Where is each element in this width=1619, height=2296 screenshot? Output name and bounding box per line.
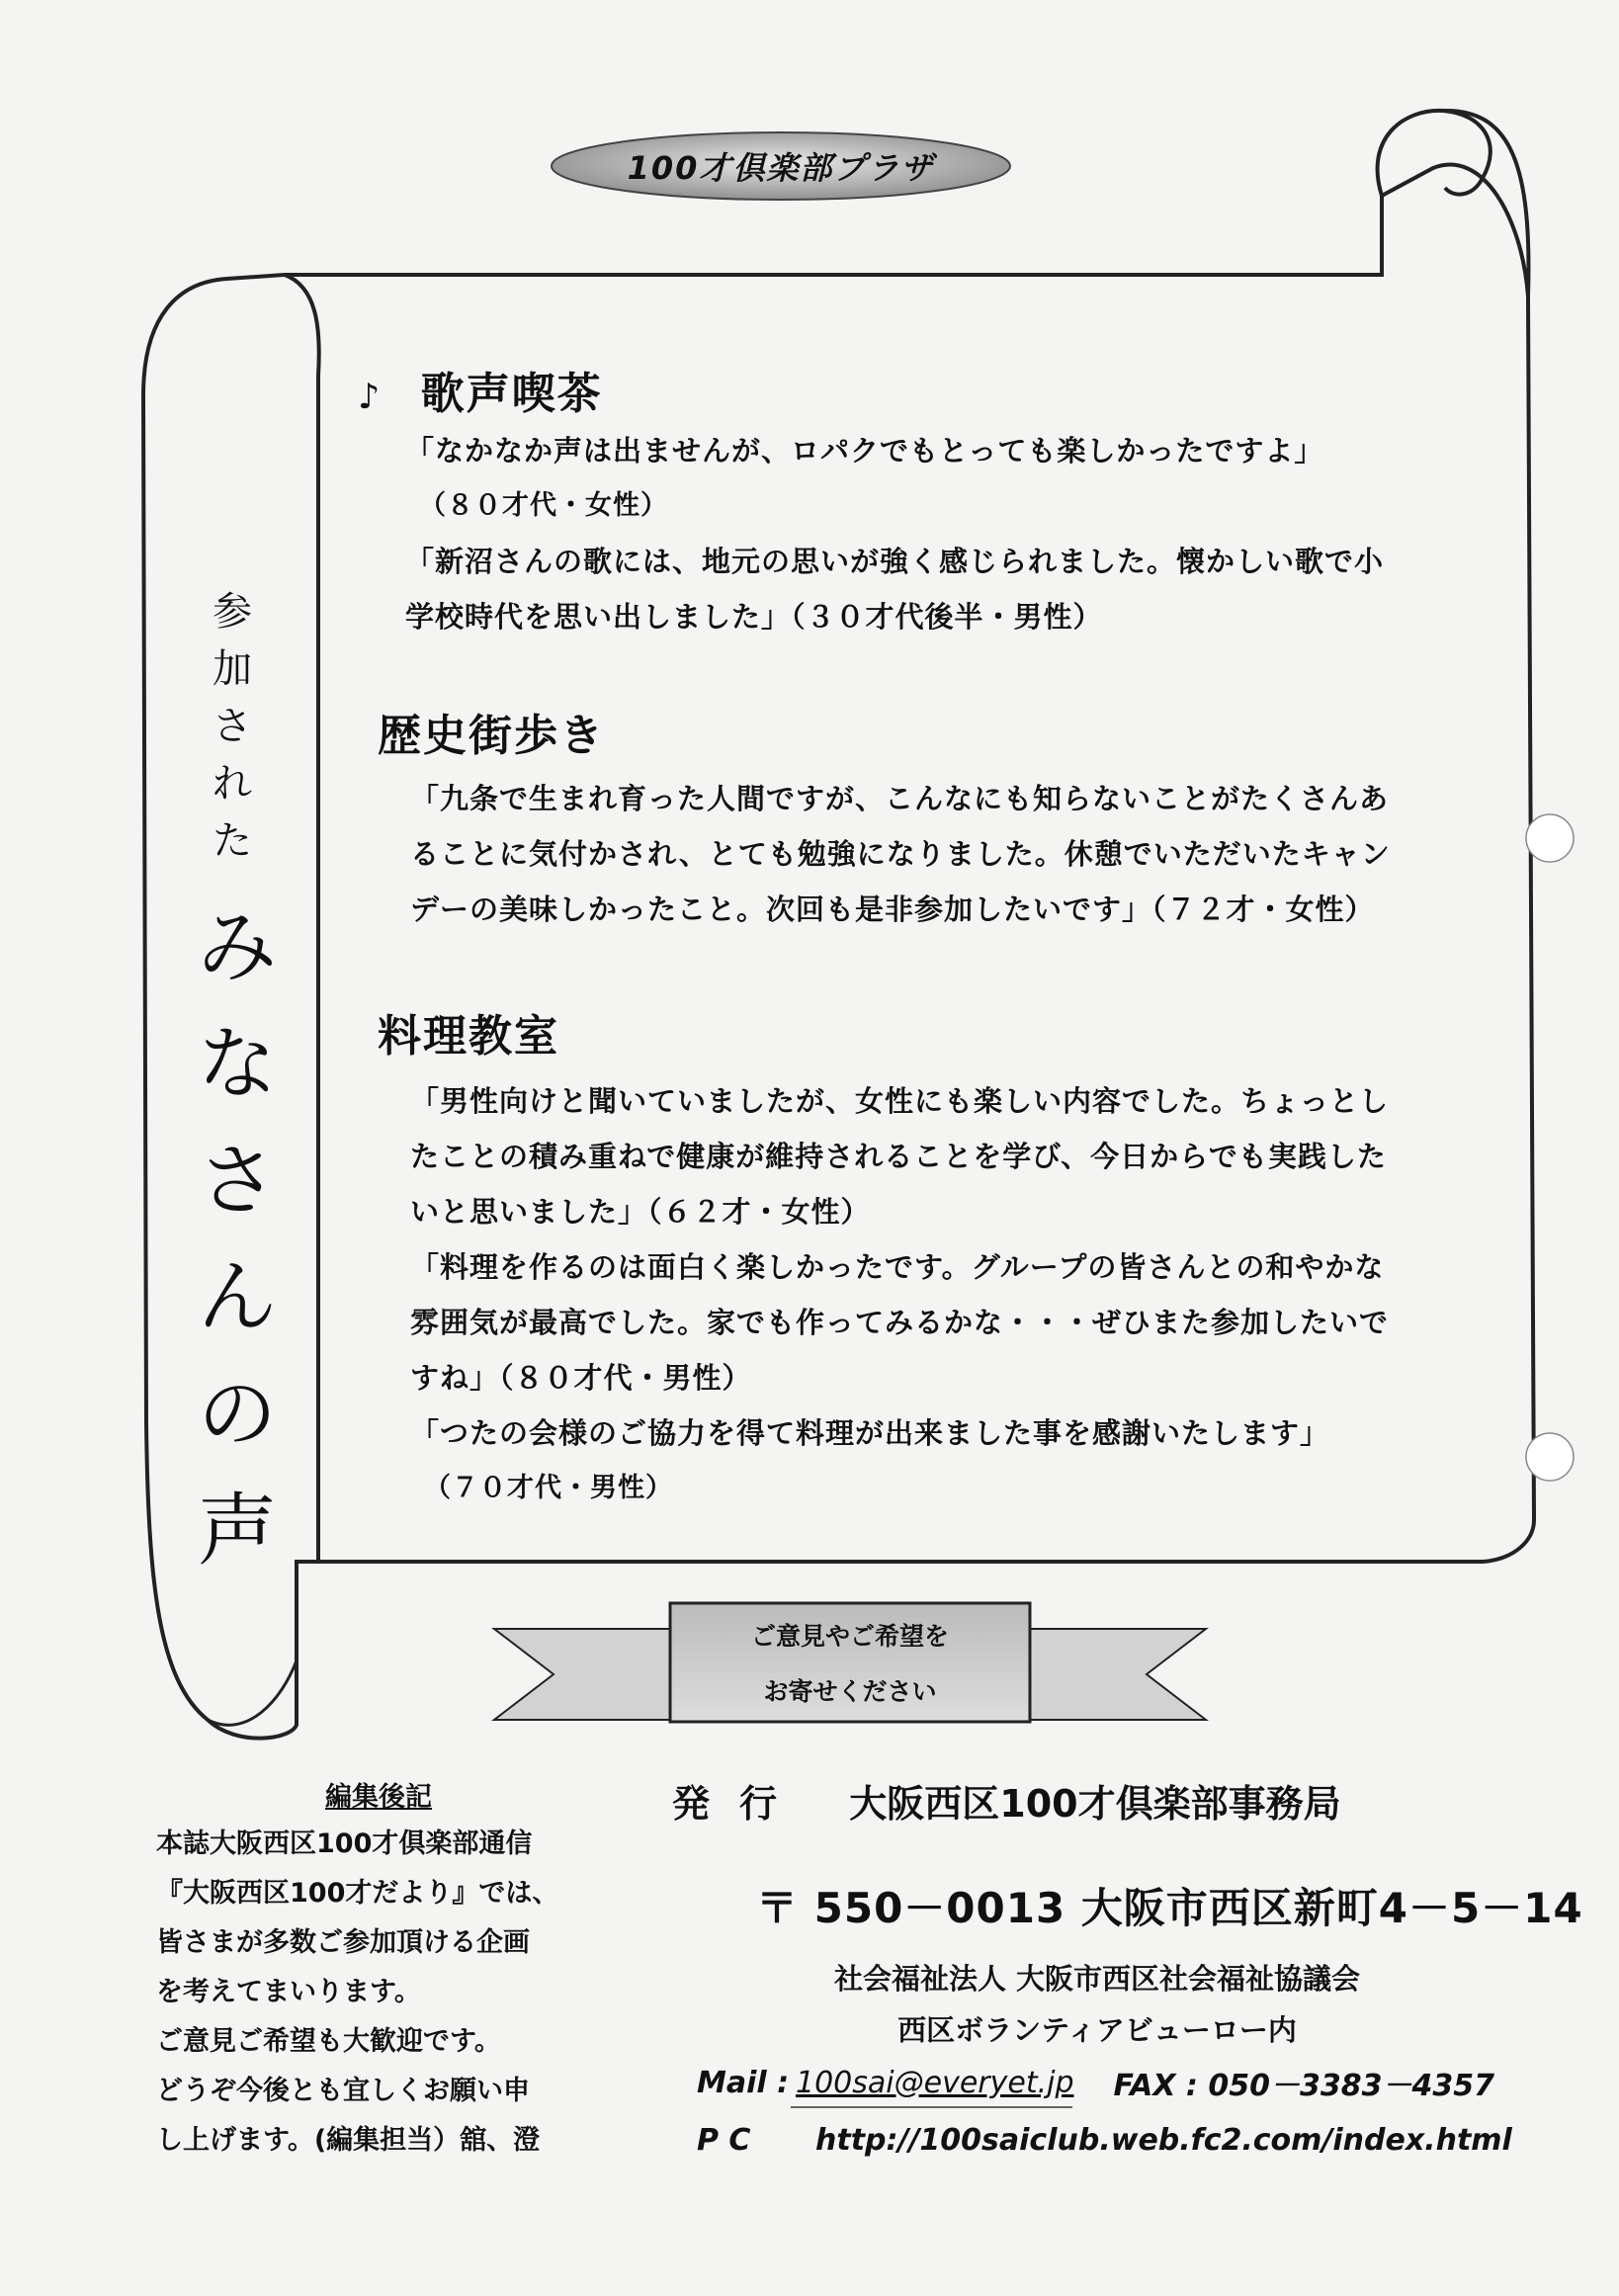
- editor-note-line: 本誌大阪西区100才倶楽部通信: [156, 1828, 533, 1859]
- feedback-ribbon: [682, 1609, 1018, 1720]
- comment-line: （８０才代・女性）: [419, 490, 668, 521]
- section-title-text: 歴史街歩き: [378, 711, 605, 761]
- side-char: れ: [213, 761, 252, 807]
- ribbon-line: ご意見やご希望を: [750, 1622, 949, 1651]
- comment-line: いと思いました」（６２才・女性）: [410, 1195, 871, 1229]
- pc-label: P C: [697, 2122, 751, 2158]
- side-char: さ: [198, 1135, 277, 1227]
- publisher-org: [781, 1953, 1413, 2056]
- side-char: た: [213, 818, 252, 864]
- editor-note-line: を考えてまいります。: [156, 1977, 421, 2007]
- side-char: み: [198, 901, 277, 993]
- comment-line: 雰囲気が最高でした。家でも作ってみるかな・・・ぜひまた参加したいで: [410, 1306, 1390, 1339]
- side-title-small: [203, 583, 262, 870]
- section-title-text: 歌声喫茶: [420, 369, 603, 419]
- section-title-cooking-class: [378, 1000, 559, 1063]
- publisher-label: 発行: [672, 1782, 808, 1826]
- comment-line: （７０才代・男性）: [424, 1473, 673, 1503]
- section-body-cooking-class: [410, 1073, 1389, 1516]
- comment-line: 学校時代を思い出しました」（３０才代後半・男性）: [405, 600, 1103, 634]
- editor-note-line: ご意見ご希望も大歓迎です。: [156, 2026, 501, 2057]
- side-char: 加: [213, 646, 252, 692]
- editor-note-line: 『大阪西区100才だより』では、: [156, 1878, 559, 1909]
- comment-line: 「新沼さんの歌には、地元の思いが強く感じられました。懐かしい歌で小: [405, 545, 1385, 578]
- comment-line: 「なかなか声は出ませんが、ロパクでもとっても楽しかったですよ」: [405, 434, 1324, 468]
- mail-label: Mail :: [697, 2065, 790, 2100]
- side-title-large: [193, 890, 282, 1589]
- editor-note-line: し上げます。(編集担当）舘、澄: [156, 2125, 541, 2156]
- publisher-address: 〒 550－0013 大阪市西区新町4－5－14: [756, 1884, 1583, 1932]
- comment-line: 「男性向けと聞いていましたが、女性にも楽しい内容でした。ちょっとし: [410, 1084, 1390, 1118]
- comment-line: デーの美味しかったこと。次回も是非参加したいです」（７２才・女性）: [410, 893, 1375, 926]
- mail-link[interactable]: 100sai@everyet.jp: [796, 2065, 1074, 2100]
- side-char: な: [198, 1018, 277, 1110]
- side-char: 声: [198, 1485, 277, 1576]
- org-line: 社会福祉法人 大阪市西区社会福祉協議会: [833, 1962, 1361, 1996]
- publisher-line: [672, 1773, 1341, 1828]
- comment-line: たことの積み重ねで健康が維持されることを学び、今日からでも実践した: [410, 1140, 1387, 1173]
- publisher-name: 大阪西区100才倶楽部事務局: [849, 1782, 1341, 1826]
- comment-line: ることに気付かされ、とても勉強になりました。休憩でいただいたキャン: [410, 837, 1391, 871]
- contact-row-pc: [697, 2111, 1512, 2168]
- side-char: ん: [198, 1251, 277, 1343]
- editor-note-line: どうぞ今後とも宜しくお願い申: [156, 2076, 530, 2106]
- editor-note: [156, 1775, 601, 2166]
- editor-note-line: 皆さまが多数ご参加頂ける企画: [156, 1927, 530, 1958]
- org-line: 西区ボランティアビューロー内: [897, 2013, 1297, 2047]
- section-body-karaoke-cafe: [405, 423, 1384, 644]
- editor-note-body: [156, 1820, 601, 2166]
- fax-number: FAX : 050－3383－4357: [1113, 2069, 1494, 2103]
- side-char: さ: [213, 704, 252, 749]
- section-title-history-walk: [378, 700, 605, 763]
- contact-block: [697, 2054, 1512, 2168]
- side-char: 参: [213, 589, 252, 635]
- section-title-text: 料理教室: [378, 1011, 559, 1062]
- editor-note-title: 編集後記: [325, 1782, 432, 1813]
- side-char: の: [198, 1368, 277, 1460]
- section-body-history-walk: [410, 771, 1391, 937]
- website-link[interactable]: http://100saiclub.web.fc2.com/index.html: [815, 2122, 1512, 2158]
- section-title-karaoke-cafe: [358, 358, 603, 421]
- comment-line: 「つたの会様のご協力を得て料理が出来ました事を感謝いたします」: [410, 1416, 1330, 1450]
- header-banner: 100才倶楽部プラザ: [627, 149, 935, 187]
- comment-line: 「料理を作るのは面白く楽しかったです。グループの皆さんとの和やかな: [410, 1250, 1385, 1284]
- comment-line: 「九条で生まれ育った人間ですが、こんなにも知らないことがたくさんあ: [410, 782, 1390, 815]
- music-note-icon: ♪: [358, 378, 383, 417]
- ribbon-line: お寄せください: [763, 1677, 937, 1706]
- contact-row-mail: [697, 2054, 1512, 2111]
- comment-line: すね」（８０才代・男性）: [410, 1361, 752, 1395]
